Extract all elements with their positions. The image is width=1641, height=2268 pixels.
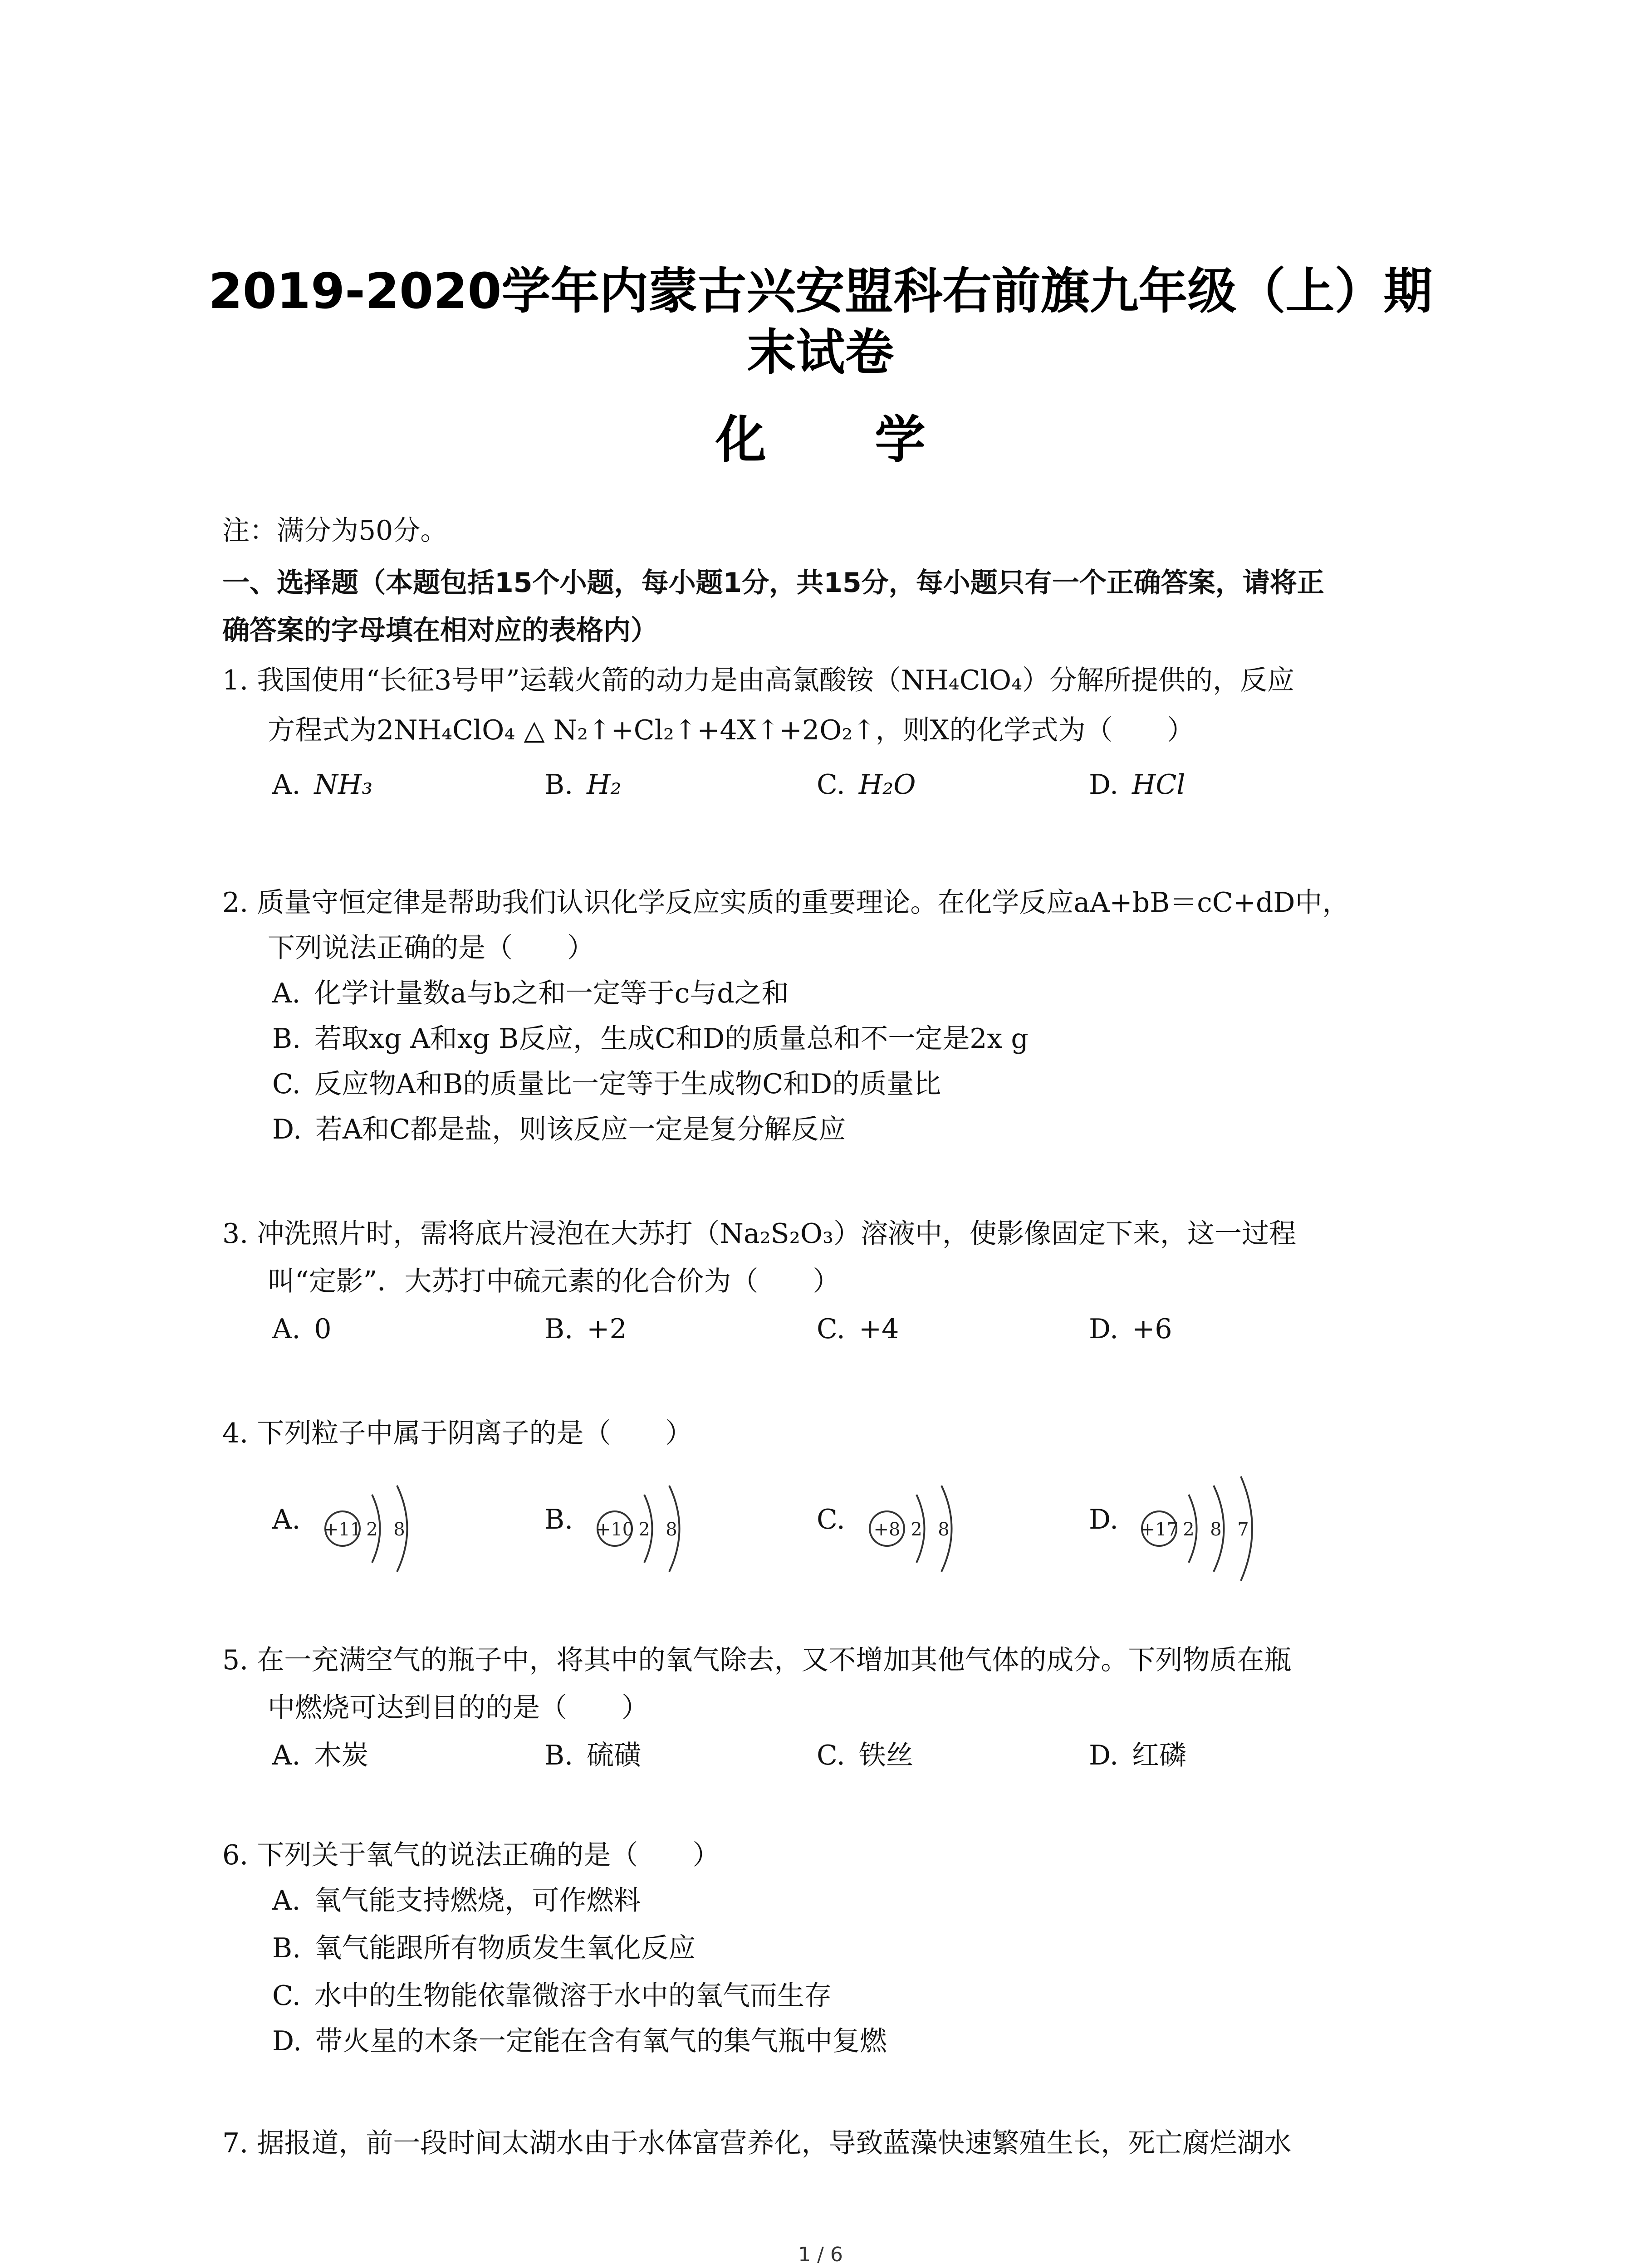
- shell-electrons: 2: [638, 1519, 650, 1540]
- nucleus-charge: +17: [1140, 1519, 1179, 1540]
- q6-option-d: D. 带火星的木条一定能在含有氧气的集气瓶中复燃: [272, 2025, 887, 2057]
- shell-electrons: 7: [1237, 1519, 1249, 1540]
- q2-option-b: B. 若取xg A和xg B反应，生成C和D的质量总和不一定是2x g: [272, 1023, 1029, 1055]
- atom-diagram-a: [318, 1476, 454, 1581]
- q1-option-d: D. HCl: [1089, 769, 1185, 801]
- score-note: 注：满分为50分。: [222, 515, 448, 547]
- shell-electrons: 2: [366, 1519, 378, 1540]
- q1-option-a: A. NH₃: [272, 769, 373, 801]
- page-title-line1: 2019-2020学年内蒙古兴安盟科右前旗九年级（上）期: [208, 263, 1433, 320]
- q4-option-a-letter: A.: [272, 1504, 301, 1535]
- page-number: 1 / 6: [798, 2243, 843, 2266]
- q4-option-b-letter: B.: [544, 1504, 573, 1535]
- q3-option-d: D. +6: [1089, 1313, 1172, 1345]
- q4-option-c-letter: C.: [817, 1504, 845, 1535]
- q6-option-b: B. 氧气能跟所有物质发生氧化反应: [272, 1932, 696, 1964]
- q2-option-c: C. 反应物A和B的质量比一定等于生成物C和D的质量比: [272, 1068, 941, 1100]
- q1-option-b: B. H₂: [544, 769, 622, 801]
- shell-electrons: 8: [938, 1519, 950, 1540]
- question-1-text: 1. 我国使用“长征3号甲”运载火箭的动力是由高氯酸铵（NH₄ClO₄）分解所提供的，反应: [222, 665, 1295, 696]
- subject-heading: 化 学: [715, 411, 971, 469]
- shell-electrons: 8: [1210, 1519, 1222, 1540]
- q5-option-a: A. 木炭: [272, 1740, 369, 1771]
- atom-diagram-b: [590, 1476, 726, 1581]
- question-1-line1: [222, 667, 1294, 694]
- q2-option-d: D. 若A和C都是盐，则该反应一定是复分解反应: [272, 1114, 846, 1145]
- q5-option-b: B. 硫磺: [544, 1740, 642, 1771]
- q5-option-c: C. 铁丝: [817, 1740, 913, 1771]
- question-2-line2: 下列说法正确的是（ ）: [268, 932, 594, 964]
- q1-option-c: C. H₂O: [817, 769, 916, 801]
- nucleus-charge: +11: [323, 1519, 362, 1540]
- q6-option-c: C. 水中的生物能依靠微溶于水中的氧气而生存: [272, 1980, 832, 2012]
- q5-option-d: D. 红磷: [1089, 1740, 1187, 1771]
- atom-diagram-d: [1134, 1476, 1298, 1581]
- q4-option-d-letter: D.: [1089, 1504, 1119, 1535]
- question-6-line1: 6. 下列关于氧气的说法正确的是（ ）: [222, 1839, 720, 1871]
- q3-option-a: A. 0: [272, 1313, 332, 1345]
- section-heading-line2: 确答案的字母填在相对应的表格内）: [222, 615, 658, 646]
- question-3-line1: 3. 冲洗照片时，需将底片浸泡在大苏打（Na₂S₂O₃）溶液中，使影像固定下来，这一过程: [222, 1218, 1297, 1250]
- question-7-line1: 7. 据报道，前一段时间太湖水由于水体富营养化，导致蓝藻快速繁殖生长，死亡腐烂湖水: [222, 2127, 1292, 2159]
- shell-electrons: 8: [666, 1519, 677, 1540]
- page-title-line2: 末试卷: [747, 324, 894, 381]
- question-4-line1: 4. 下列粒子中属于阴离子的是（ ）: [222, 1418, 693, 1449]
- atom-diagram-c: [862, 1476, 998, 1581]
- nucleus-charge: +10: [595, 1519, 634, 1540]
- question-5-line1: 5. 在一充满空气的瓶子中，将其中的氧气除去，又不增加其他气体的成分。下列物质在瓶: [222, 1644, 1292, 1676]
- question-1-line2: 方程式为2NH₄ClO₄ △ N₂↑+Cl₂↑+4X↑+2O₂↑，则X的化学式为（ ）: [268, 714, 1195, 746]
- section-heading-line1: 一、选择题（本题包括15个小题，每小题1分，共15分，每小题只有一个正确答案，请将正: [222, 567, 1324, 599]
- question-3-line2: 叫“定影”．大苏打中硫元素的化合价为（ ）: [268, 1266, 840, 1297]
- q2-option-a: A. 化学计量数a与b之和一定等于c与d之和: [272, 978, 789, 1009]
- question-5-line2: 中燃烧可达到目的的是（ ）: [268, 1692, 649, 1724]
- question-2-line1: 2. 质量守恒定律是帮助我们认识化学反应实质的重要理论。在化学反应aA+bB＝cC+dD中，: [222, 887, 1350, 919]
- shell-electrons: 8: [393, 1519, 405, 1540]
- nucleus-charge: +8: [873, 1519, 901, 1540]
- shell-electrons: 2: [911, 1519, 922, 1540]
- q3-option-c: C. +4: [817, 1313, 899, 1345]
- q6-option-a: A. 氧气能支持燃烧，可作燃料: [272, 1885, 641, 1916]
- q3-option-b: B. +2: [544, 1313, 627, 1345]
- shell-electrons: 2: [1183, 1519, 1195, 1540]
